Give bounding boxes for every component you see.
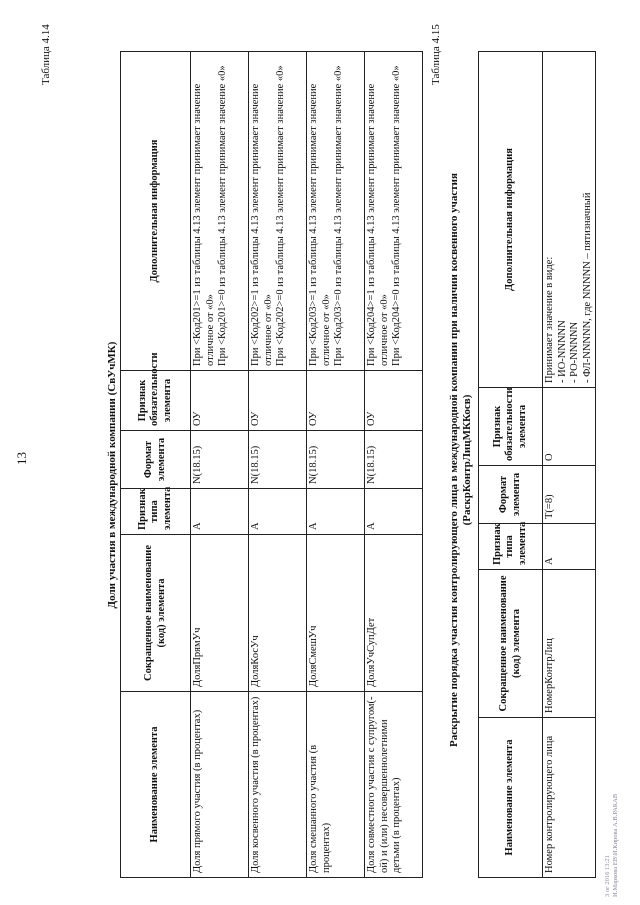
additional-info-cell [307, 52, 365, 371]
element-name-cell: Доля совместного участия с супругом(-ой) и (или) несовершеннолетними детьми (в процентах) [365, 692, 423, 878]
table-4-14-label: Таблица 4.14 [40, 24, 52, 85]
info-line: При <Код203>=1 из таблицы 4.13 элемент принимает значение отличное от «0» [308, 83, 332, 366]
header-cell: Признак типа элемента [479, 524, 543, 570]
element-code-cell: ДоляКосУч [249, 535, 307, 692]
header-cell: Сокращенное наименование (код) элемента [479, 570, 543, 718]
additional-info-cell [543, 52, 596, 388]
header-cell: Наименование элемента [479, 718, 543, 878]
table-4-15-title-line1: Раскрытие порядка участия контролирующего лица в международной компании при наличии косвенного участия [448, 173, 460, 747]
table-row [249, 52, 307, 878]
header-cell: Признак обязательности элемента [121, 371, 191, 431]
element-format-cell: N(18.15) [191, 431, 249, 489]
table-row [365, 52, 423, 878]
element-type-cell: А [365, 489, 423, 535]
info-line: При <Код201>=1 из таблицы 4.13 элемент принимает значение отличное от «0» [192, 83, 216, 366]
header-cell: Формат элемента [121, 431, 191, 489]
header-cell: Сокращенное наименование (код) элемента [121, 535, 191, 692]
element-code-cell: ДоляСмешУч [307, 535, 365, 692]
element-code-cell: ДоляПрямУч [191, 535, 249, 692]
header-cell: Дополнительная информация [121, 52, 191, 371]
header-cell: Дополнительная информация [479, 52, 543, 388]
element-format-cell: T(=8) [543, 466, 596, 524]
info-line: - РО-NNNNN [569, 321, 580, 383]
info-line: - ФЛ-NNNNN, где NNNNN – пятизначный [581, 192, 593, 383]
header-cell: Формат элемента [479, 466, 543, 524]
table-header-row [121, 52, 191, 878]
table-body [543, 52, 596, 878]
element-type-cell: А [543, 524, 596, 570]
table-4-14 [120, 51, 423, 878]
element-name-cell: Доля прямого участия (в процентах) [191, 692, 249, 878]
header-cell: Признак типа элемента [121, 489, 191, 535]
table-4-15-label: Таблица 4.15 [430, 24, 442, 85]
element-format-cell: N(18.15) [307, 431, 365, 489]
element-name-cell: Номер контролирующего лица [543, 718, 596, 878]
table-4-15-title-line2: (РаскрКонтрЛицМККосв) [461, 394, 473, 526]
element-type-cell: А [307, 489, 365, 535]
table-header-row [479, 52, 543, 878]
element-required-cell: ОУ [249, 371, 307, 431]
page-number: 13 [14, 452, 29, 465]
info-line: При <Код203>=0 из таблицы 4.13 элемент принимает значение «0» [333, 65, 344, 366]
additional-info-cell [249, 52, 307, 371]
element-required-cell: ОУ [191, 371, 249, 431]
footer-stamp [604, 794, 620, 897]
element-code-cell: ДоляУчСупДет [365, 535, 423, 692]
table-row [191, 52, 249, 878]
element-name-cell: Доля косвенного участия (в процентах) [249, 692, 307, 878]
table-row [543, 52, 596, 878]
table-4-15-title [448, 45, 474, 875]
table-row [307, 52, 365, 878]
header-cell: Признак обязательности элемента [479, 388, 543, 466]
element-required-cell: О [543, 388, 596, 466]
additional-info-cell [365, 52, 423, 371]
element-name-cell: Доля смешанного участия (в процентах) [307, 692, 365, 878]
element-code-cell: НомерКонтрЛиц [543, 570, 596, 718]
footer-line2: И.Маркова ЕВ\И.Кирова А.В.РАКАВ [612, 793, 619, 897]
footer-line1: 3 ог 2016 13:21 [604, 855, 611, 897]
info-line: При <Код204>=0 из таблицы 4.13 элемент принимает значение «0» [391, 65, 402, 366]
element-required-cell: ОУ [365, 371, 423, 431]
info-line: При <Код202>=1 из таблицы 4.13 элемент принимает значение отличное от «0» [250, 83, 274, 366]
element-type-cell: А [191, 489, 249, 535]
info-line: При <Код201>=0 из таблицы 4.13 элемент принимает значение «0» [217, 65, 228, 366]
additional-info-cell [191, 52, 249, 371]
element-format-cell: N(18.15) [365, 431, 423, 489]
info-line: При <Код202>=0 из таблицы 4.13 элемент принимает значение «0» [275, 65, 286, 366]
info-line: При <Код204>=1 из таблицы 4.13 элемент принимает значение отличное от «0» [366, 83, 390, 366]
table-4-15 [478, 51, 596, 878]
info-line: Принимает значение в виде: [544, 256, 555, 383]
table-body [191, 52, 423, 878]
element-required-cell: ОУ [307, 371, 365, 431]
header-cell: Наименование элемента [121, 692, 191, 878]
element-type-cell: А [249, 489, 307, 535]
info-line: - ИО-NNNNN [556, 320, 568, 383]
element-format-cell: N(18.15) [249, 431, 307, 489]
table-4-14-title: Доли участия в международной компании (СвУчМК) [106, 341, 118, 609]
